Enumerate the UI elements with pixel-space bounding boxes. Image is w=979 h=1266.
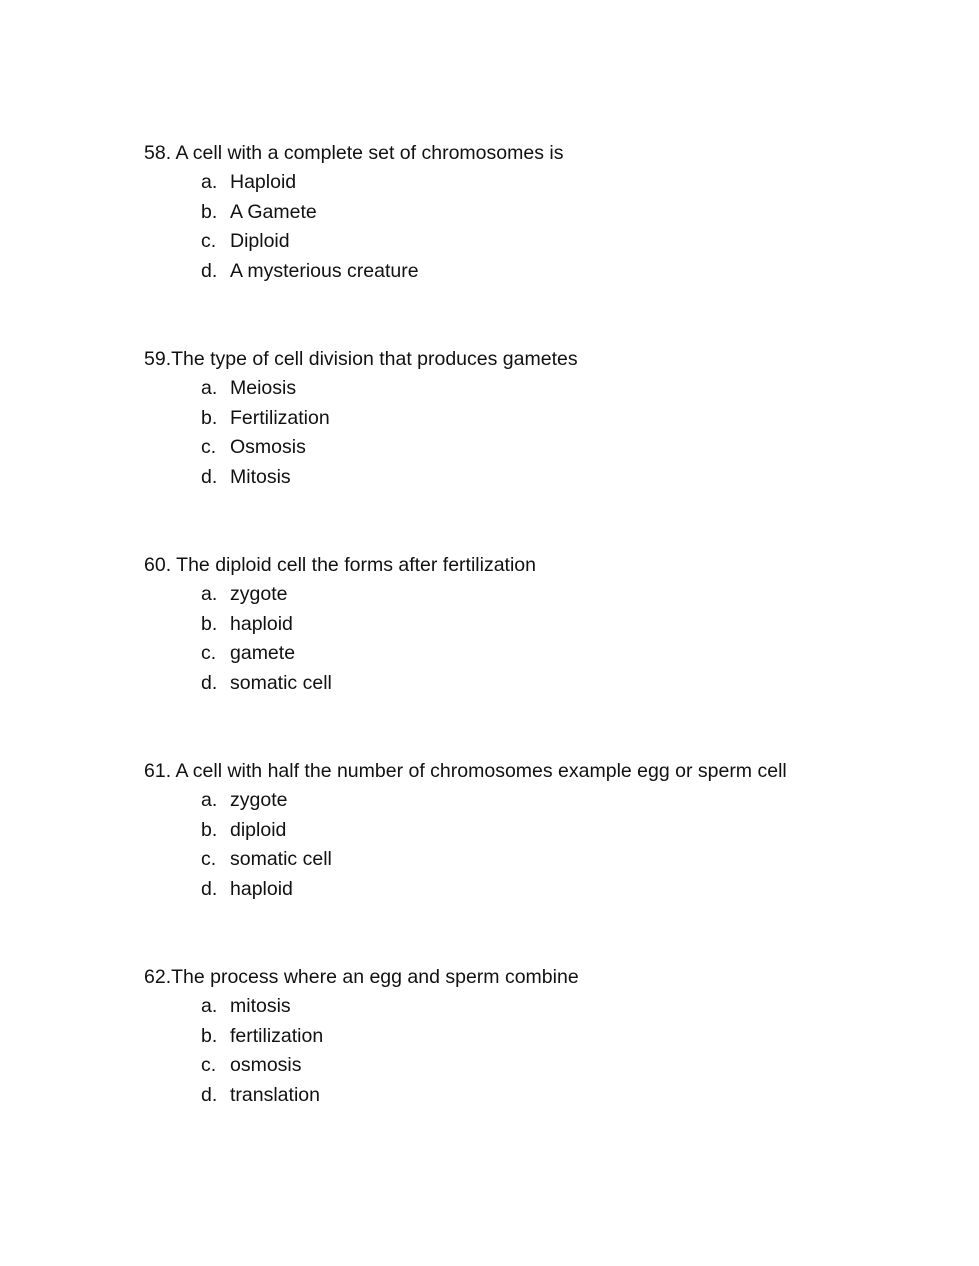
option-letter: a. bbox=[201, 583, 218, 605]
option-text: Osmosis bbox=[230, 436, 306, 458]
option-text: haploid bbox=[230, 877, 293, 900]
option-text: fertilization bbox=[230, 1024, 324, 1047]
option-text: Diploid bbox=[230, 230, 290, 252]
option-text: Haploid bbox=[230, 171, 297, 193]
question-text: 61. A cell with half the number of chromosomes example egg or sperm cell bbox=[144, 760, 787, 782]
option-letter: c. bbox=[201, 436, 217, 458]
option-letter: b. bbox=[201, 406, 218, 429]
answer-option bbox=[144, 639, 944, 669]
option-letter: a. bbox=[201, 377, 218, 399]
option-text: osmosis bbox=[230, 1054, 302, 1076]
option-letter: c. bbox=[201, 1054, 217, 1076]
answer-option bbox=[144, 1081, 944, 1111]
answer-option bbox=[144, 669, 944, 699]
answer-options bbox=[144, 580, 944, 698]
option-letter: c. bbox=[201, 230, 217, 252]
option-text: Meiosis bbox=[230, 377, 297, 399]
option-letter: d. bbox=[201, 1083, 218, 1106]
answer-option bbox=[144, 992, 944, 1022]
option-letter: c. bbox=[201, 642, 217, 664]
option-letter: d. bbox=[201, 877, 218, 900]
option-letter: d. bbox=[201, 671, 218, 694]
option-text: Mitosis bbox=[230, 465, 291, 488]
option-text: Fertilization bbox=[230, 406, 330, 429]
answer-option bbox=[144, 786, 944, 816]
option-text: mitosis bbox=[230, 995, 291, 1017]
answer-option bbox=[144, 463, 944, 493]
question-text: 58. A cell with a complete set of chromosomes is bbox=[144, 142, 564, 164]
answer-options bbox=[144, 168, 944, 286]
answer-option bbox=[144, 168, 944, 198]
answer-options bbox=[144, 786, 944, 904]
option-letter: b. bbox=[201, 612, 218, 635]
answer-options bbox=[144, 992, 944, 1110]
answer-option bbox=[144, 610, 944, 640]
answer-option bbox=[144, 845, 944, 875]
option-text: zygote bbox=[230, 583, 288, 605]
option-text: A mysterious creature bbox=[230, 259, 419, 282]
answer-option bbox=[144, 257, 944, 287]
answer-option bbox=[144, 433, 944, 463]
answer-option bbox=[144, 198, 944, 228]
option-letter: d. bbox=[201, 465, 218, 488]
question-text: 62.The process where an egg and sperm combine bbox=[144, 966, 579, 988]
answer-option bbox=[144, 580, 944, 610]
option-letter: a. bbox=[201, 995, 218, 1017]
answer-option bbox=[144, 404, 944, 434]
question-62 bbox=[144, 962, 944, 1110]
answer-option bbox=[144, 227, 944, 257]
answer-option bbox=[144, 374, 944, 404]
option-text: gamete bbox=[230, 642, 296, 664]
question-58 bbox=[144, 138, 944, 286]
option-text: somatic cell bbox=[230, 848, 332, 870]
option-text: A Gamete bbox=[230, 200, 317, 223]
answer-option bbox=[144, 1022, 944, 1052]
option-text: zygote bbox=[230, 789, 288, 811]
option-letter: b. bbox=[201, 818, 218, 841]
question-61 bbox=[144, 756, 944, 904]
option-letter: b. bbox=[201, 200, 218, 223]
option-letter: d. bbox=[201, 259, 218, 282]
answer-option bbox=[144, 816, 944, 846]
option-text: haploid bbox=[230, 612, 293, 635]
option-text: translation bbox=[230, 1083, 320, 1106]
answer-option bbox=[144, 875, 944, 905]
option-letter: b. bbox=[201, 1024, 218, 1047]
option-letter: a. bbox=[201, 171, 218, 193]
option-letter: a. bbox=[201, 789, 218, 811]
option-text: somatic cell bbox=[230, 671, 332, 694]
question-60 bbox=[144, 550, 944, 698]
option-text: diploid bbox=[230, 818, 287, 841]
answer-option bbox=[144, 1051, 944, 1081]
option-letter: c. bbox=[201, 848, 217, 870]
question-59 bbox=[144, 344, 944, 492]
question-text: 59.The type of cell division that produces gametes bbox=[144, 348, 578, 370]
answer-options bbox=[144, 374, 944, 492]
question-text: 60. The diploid cell the forms after fertilization bbox=[144, 554, 536, 576]
